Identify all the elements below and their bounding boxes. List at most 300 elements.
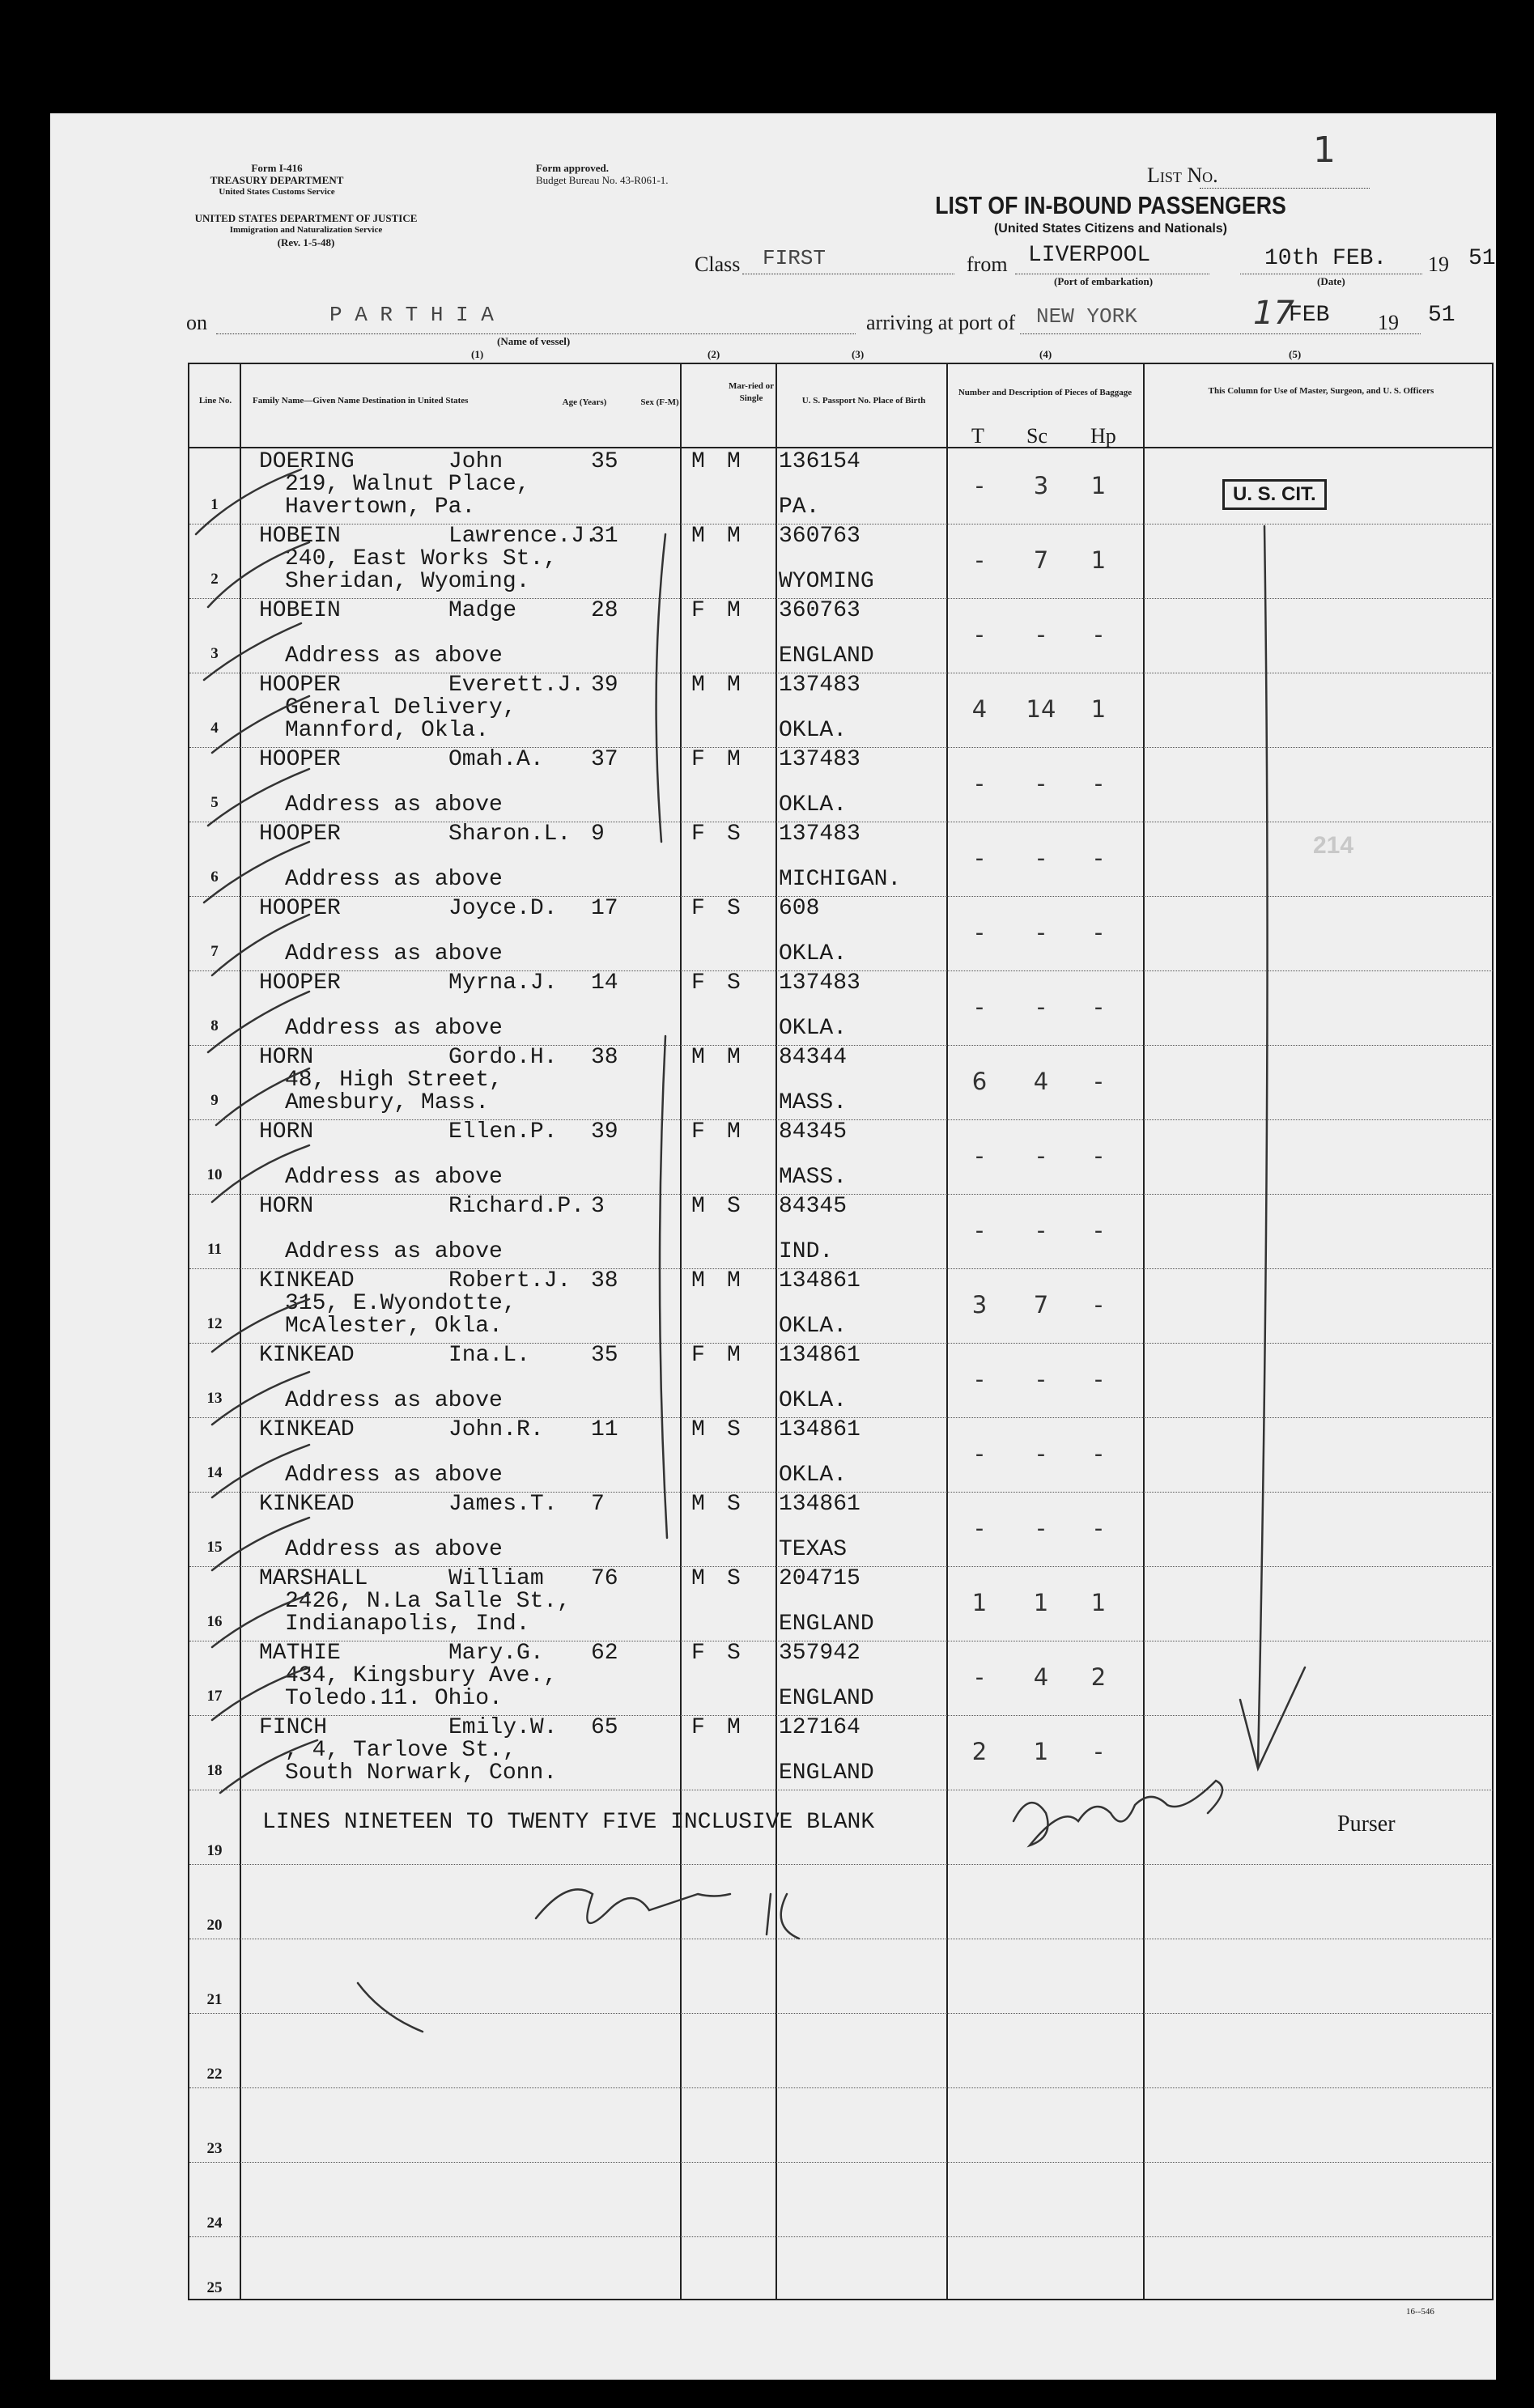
baggage-sc: -: [1036, 1142, 1046, 1170]
line-number: 13: [206, 1390, 223, 1407]
baggage-sc: 7: [1033, 1291, 1049, 1319]
given-name: John: [448, 449, 504, 474]
baggage-sc: -: [1036, 621, 1046, 648]
baggage-t: -: [975, 1142, 984, 1170]
address-line-1: 240, East Works St.,: [285, 546, 558, 571]
sex: M: [691, 1268, 705, 1293]
marital-status: M: [727, 747, 741, 772]
col-num-1: (1): [471, 348, 484, 360]
check-mark: [208, 769, 309, 826]
baggage-t: 4: [971, 695, 988, 723]
marital-status: M: [727, 449, 741, 474]
baggage-hp: -: [1094, 1514, 1103, 1542]
check-mark: [196, 469, 301, 534]
check-mark: [204, 623, 301, 680]
marital-status: S: [727, 1194, 741, 1219]
arrival-day: 17: [1253, 295, 1294, 332]
marital-status: S: [727, 1417, 741, 1442]
line-number: 4: [210, 720, 219, 737]
passport-number: 127164: [779, 1715, 860, 1740]
check-mark: [204, 842, 309, 902]
line-number: 12: [206, 1315, 223, 1332]
handwritten-marks: [50, 113, 1496, 2380]
marital-status: M: [727, 1045, 741, 1070]
check-mark: [212, 1445, 309, 1497]
address-line-1: 315, E.Wyondotte,: [285, 1291, 516, 1316]
birth-place: OKLA.: [779, 1463, 848, 1488]
address-line-1: 434, Kingsbury Ave.,: [285, 1663, 558, 1688]
address-line-2: Sheridan, Wyoming.: [285, 569, 530, 594]
passport-number: 137483: [779, 747, 860, 772]
given-name: Omah.A.: [448, 747, 544, 772]
embark-port: LIVERPOOL: [1028, 243, 1151, 268]
given-name: Ellen.P.: [448, 1119, 558, 1145]
age: 37: [591, 747, 618, 772]
col-num-3: (3): [852, 348, 865, 360]
sex: F: [691, 822, 705, 847]
check-mark: [208, 542, 309, 607]
baggage-t: 3: [971, 1291, 988, 1319]
passport-number: 134861: [779, 1343, 860, 1368]
line-number: 1: [210, 496, 219, 513]
baggage-t: -: [975, 546, 984, 574]
given-name: Sharon.L.: [448, 822, 572, 847]
marital-status: S: [727, 896, 741, 921]
sex: F: [691, 1641, 705, 1666]
line-number: 24: [206, 2215, 223, 2232]
family-name: DOERING: [259, 449, 355, 474]
line-number: 3: [210, 645, 219, 662]
marital-status: S: [727, 822, 741, 847]
given-name: Gordo.H.: [448, 1045, 558, 1070]
baggage-sc: 4: [1033, 1068, 1049, 1095]
marital-status: M: [727, 1343, 741, 1368]
address-line-2: Address as above: [285, 1165, 503, 1190]
sex: F: [691, 896, 705, 921]
arrow-line: [1258, 526, 1268, 1765]
baggage-t: 6: [971, 1068, 988, 1095]
marital-status: M: [727, 524, 741, 549]
baggage-hp: 1: [1090, 1589, 1107, 1616]
family-name: HORN: [259, 1045, 314, 1070]
header-officers: This Column for Use of Master, Surgeon, and U. S. Officers: [1208, 386, 1434, 396]
baggage-t: -: [975, 472, 984, 499]
passport-number: 134861: [779, 1417, 860, 1442]
family-name: MATHIE: [259, 1641, 341, 1666]
arrow-head: [1240, 1667, 1305, 1769]
address-line-2: Amesbury, Mass.: [285, 1090, 490, 1115]
birth-place: MICHIGAN.: [779, 867, 902, 892]
vessel-name: P A R T H I A: [329, 303, 494, 327]
initials: [536, 1889, 799, 1939]
purser-label: Purser: [1337, 1811, 1396, 1837]
address-line-2: Address as above: [285, 1537, 503, 1562]
given-name: Ina.L.: [448, 1343, 530, 1368]
arrival-year: 51: [1428, 303, 1455, 328]
baggage-sc: 4: [1033, 1663, 1049, 1691]
line-number: 22: [206, 2066, 223, 2083]
bag-t-label: T: [971, 424, 984, 448]
treasury-label: TREASURY DEPARTMENT: [210, 174, 344, 186]
sex: M: [691, 1492, 705, 1517]
address-line-2: Address as above: [285, 1239, 503, 1264]
line-number: 20: [206, 1917, 223, 1934]
birth-place: OKLA.: [779, 718, 848, 743]
family-name: HOBEIN: [259, 598, 341, 623]
given-name: Richard.P.: [448, 1194, 585, 1219]
given-name: Emily.W.: [448, 1715, 558, 1740]
family-name: HOBEIN: [259, 524, 341, 549]
birth-place: MASS.: [779, 1090, 848, 1115]
birth-place: IND.: [779, 1239, 834, 1264]
birth-place: OKLA.: [779, 1388, 848, 1413]
col-num-2: (2): [708, 348, 720, 360]
check-mark: [212, 1145, 309, 1202]
check-mark: [208, 992, 309, 1052]
sex: M: [691, 673, 705, 698]
line-number: 10: [206, 1166, 223, 1183]
from-label: from: [967, 253, 1008, 276]
marital-status: M: [727, 1119, 741, 1145]
baggage-t: -: [975, 993, 984, 1021]
sex: F: [691, 598, 705, 623]
marital-status: M: [727, 1715, 741, 1740]
baggage-hp: -: [1094, 1142, 1103, 1170]
line-number: 18: [206, 1762, 223, 1779]
baggage-t: -: [975, 621, 984, 648]
line-number: 5: [210, 794, 219, 811]
address-line-1: , 4, Tarlove St.,: [285, 1738, 516, 1763]
baggage-sc: 3: [1033, 472, 1049, 499]
passport-number: 137483: [779, 822, 860, 847]
family-name: HORN: [259, 1194, 314, 1219]
header-name: Family Name—Given Name Destination in United States: [253, 396, 469, 406]
col-num-5: (5): [1289, 348, 1302, 360]
age: 9: [591, 822, 605, 847]
birth-place: OKLA.: [779, 792, 848, 818]
baggage-hp: -: [1094, 993, 1103, 1021]
baggage-t: -: [975, 844, 984, 872]
signature: [1013, 1781, 1222, 1845]
baggage-sc: -: [1036, 1514, 1046, 1542]
address-line-2: South Norwark, Conn.: [285, 1760, 558, 1786]
bag-sc-label: Sc: [1026, 424, 1047, 448]
line-number: 15: [206, 1539, 223, 1556]
check-mark: [212, 1595, 309, 1647]
sex: M: [691, 449, 705, 474]
passport-number: 204715: [779, 1566, 860, 1591]
birth-place: OKLA.: [779, 941, 848, 966]
marital-status: M: [727, 673, 741, 698]
check-mark: [212, 915, 309, 975]
birth-place: ENGLAND: [779, 1686, 874, 1711]
address-line-2: Havertown, Pa.: [285, 495, 476, 520]
manifest-sheet: [50, 113, 1496, 2380]
age: 39: [591, 1119, 618, 1145]
year-prefix: 19: [1428, 253, 1449, 276]
bracket-stroke: [657, 534, 665, 842]
age: 76: [591, 1566, 618, 1591]
baggage-sc: 1: [1033, 1589, 1049, 1616]
check-mark: [212, 1372, 309, 1425]
rev-label: (Rev. 1-5-48): [277, 236, 335, 248]
sex: M: [691, 1566, 705, 1591]
baggage-sc: 7: [1033, 546, 1049, 574]
passport-number: 84345: [779, 1194, 848, 1219]
vessel-caption: (Name of vessel): [497, 335, 571, 347]
list-no-label: List No.: [1147, 164, 1218, 187]
age: 3: [591, 1194, 605, 1219]
arriving-label: arriving at port of: [866, 311, 1016, 334]
ins-label: Immigration and Naturalization Service: [229, 225, 383, 235]
marital-status: S: [727, 1641, 741, 1666]
bracket-stroke: [660, 1036, 667, 1538]
given-name: Lawrence.J.: [448, 524, 598, 549]
given-name: John.R.: [448, 1417, 544, 1442]
family-name: KINKEAD: [259, 1268, 355, 1293]
form-subtitle: (United States Citizens and Nationals): [993, 222, 1228, 236]
address-line-1: General Delivery,: [285, 695, 516, 720]
baggage-t: -: [975, 1514, 984, 1542]
address-line-2: Address as above: [285, 941, 503, 966]
address-line-1: 48, High Street,: [285, 1068, 503, 1093]
baggage-t: 1: [971, 1589, 988, 1616]
given-name: Joyce.D.: [448, 896, 558, 921]
passport-number: 360763: [779, 524, 860, 549]
given-name: William: [448, 1566, 544, 1591]
birth-place: PA.: [779, 495, 820, 520]
family-name: FINCH: [259, 1715, 328, 1740]
baggage-hp: 1: [1090, 472, 1107, 499]
birth-place: MASS.: [779, 1165, 848, 1190]
baggage-hp: 1: [1090, 695, 1107, 723]
family-name: HOOPER: [259, 747, 341, 772]
baggage-hp: -: [1094, 1068, 1103, 1095]
age: 28: [591, 598, 618, 623]
marital-status: M: [727, 1268, 741, 1293]
approved-label: Form approved.: [536, 162, 610, 174]
address-line-2: Address as above: [285, 1463, 503, 1488]
birth-place: WYOMING: [779, 569, 874, 594]
line-number: 11: [207, 1241, 222, 1258]
address-line-2: Indianapolis, Ind.: [285, 1612, 530, 1637]
baggage-t: -: [975, 1217, 984, 1244]
baggage-t: -: [975, 1365, 984, 1393]
class-label: Class: [695, 253, 741, 276]
birth-place: OKLA.: [779, 1016, 848, 1041]
line-number: 9: [210, 1092, 219, 1109]
sex: M: [691, 1417, 705, 1442]
age: 39: [591, 673, 618, 698]
age: 62: [591, 1641, 618, 1666]
check-mark: [212, 1667, 309, 1720]
address-line-2: Mannford, Okla.: [285, 718, 490, 743]
embark-date: 10th FEB.: [1264, 246, 1387, 271]
col-num-4: (4): [1039, 348, 1052, 360]
address-line-2: McAlester, Okla.: [285, 1314, 503, 1339]
baggage-sc: -: [1036, 1365, 1046, 1393]
embark-year: 51: [1468, 246, 1496, 271]
baggage-sc: -: [1036, 1440, 1046, 1467]
address-line-2: Address as above: [285, 792, 503, 818]
line-number: 16: [206, 1613, 223, 1630]
year2-prefix: 19: [1378, 311, 1399, 334]
age: 11: [591, 1417, 618, 1442]
line-number: 21: [206, 1991, 223, 2008]
header-married: Mar-ried or Single: [728, 381, 775, 403]
marital-status: M: [727, 598, 741, 623]
line-number: 2: [210, 571, 219, 588]
header-sex: Sex (F-M): [640, 397, 679, 407]
class-value: FIRST: [763, 246, 826, 270]
baggage-hp: -: [1094, 770, 1103, 797]
birth-place: ENGLAND: [779, 643, 874, 669]
family-name: HOOPER: [259, 822, 341, 847]
baggage-t: -: [975, 1440, 984, 1467]
given-name: Robert.J.: [448, 1268, 572, 1293]
baggage-hp: -: [1094, 1291, 1103, 1319]
address-line-2: Address as above: [285, 1388, 503, 1413]
baggage-t: -: [975, 770, 984, 797]
citizen-stamp: U. S. CIT.: [1222, 479, 1327, 510]
given-name: Everett.J.: [448, 673, 585, 698]
age: 65: [591, 1715, 618, 1740]
passport-number: 134861: [779, 1492, 860, 1517]
baggage-hp: 2: [1090, 1663, 1107, 1691]
baggage-hp: -: [1094, 844, 1103, 872]
baggage-hp: -: [1094, 1365, 1103, 1393]
family-name: HOOPER: [259, 970, 341, 996]
header-line-no: Line No.: [198, 396, 232, 406]
check-mark: [212, 1299, 309, 1352]
bag-hp-label: Hp: [1090, 424, 1116, 448]
address-line-1: 2426, N.La Salle St.,: [285, 1589, 571, 1614]
date-caption: (Date): [1317, 275, 1345, 287]
line-number: 14: [206, 1464, 223, 1481]
sex: F: [691, 1343, 705, 1368]
family-name: KINKEAD: [259, 1343, 355, 1368]
family-name: KINKEAD: [259, 1417, 355, 1442]
passport-number: 134861: [779, 1268, 860, 1293]
sex: F: [691, 747, 705, 772]
sex: F: [691, 1119, 705, 1145]
passport-number: 360763: [779, 598, 860, 623]
check-mark: [212, 696, 309, 753]
baggage-t: -: [975, 1663, 984, 1691]
family-name: HORN: [259, 1119, 314, 1145]
header-baggage: Number and Description of Pieces of Baggage: [958, 388, 1132, 397]
given-name: James.T.: [448, 1492, 558, 1517]
line-number: 19: [206, 1842, 223, 1859]
age: 35: [591, 449, 618, 474]
sex: F: [691, 970, 705, 996]
sex: F: [691, 1715, 705, 1740]
address-line-2: Toledo.11. Ohio.: [285, 1686, 503, 1711]
header-age: Age (Years): [562, 397, 607, 407]
sex: M: [691, 1194, 705, 1219]
budget-label: Budget Bureau No. 43-R061-1.: [536, 174, 669, 186]
baggage-sc: -: [1036, 919, 1046, 946]
form-title: LIST OF IN-BOUND PASSENGERS: [935, 191, 1286, 219]
check-mark: [216, 1068, 309, 1125]
passport-number: 84345: [779, 1119, 848, 1145]
baggage-sc: -: [1036, 844, 1046, 872]
baggage-sc: 1: [1033, 1738, 1049, 1765]
family-name: KINKEAD: [259, 1492, 355, 1517]
line-number: 6: [210, 868, 219, 885]
passport-number: 357942: [779, 1641, 860, 1666]
passport-number: 137483: [779, 673, 860, 698]
birth-place: OKLA.: [779, 1314, 848, 1339]
baggage-sc: 14: [1026, 695, 1056, 723]
customs-label: United States Customs Service: [219, 187, 335, 197]
line-number: 23: [206, 2140, 223, 2157]
line-number: 8: [210, 1017, 219, 1034]
marital-status: S: [727, 970, 741, 996]
baggage-hp: -: [1094, 1738, 1103, 1765]
check-mark: [212, 1518, 309, 1570]
baggage-hp: -: [1094, 1440, 1103, 1467]
check-mark: [220, 1740, 317, 1793]
line-number: 25: [206, 2279, 223, 2296]
baggage-sc: -: [1036, 993, 1046, 1021]
age: 38: [591, 1045, 618, 1070]
stray-mark: [358, 1983, 423, 2032]
passport-number: 137483: [779, 970, 860, 996]
baggage-t: -: [975, 919, 984, 946]
arrival-month: FEB: [1289, 303, 1330, 328]
family-name: HOOPER: [259, 896, 341, 921]
address-line-2: Address as above: [285, 867, 503, 892]
arrival-port: NEW YORK: [1036, 304, 1137, 329]
given-name: Mary.G.: [448, 1641, 544, 1666]
sex: M: [691, 1045, 705, 1070]
baggage-hp: 1: [1090, 546, 1107, 574]
age: 38: [591, 1268, 618, 1293]
age: 35: [591, 1343, 618, 1368]
age: 14: [591, 970, 618, 996]
header-passport: U. S. Passport No. Place of Birth: [801, 396, 926, 406]
baggage-hp: -: [1094, 1217, 1103, 1244]
passport-number: 608: [779, 896, 820, 921]
marital-status: S: [727, 1492, 741, 1517]
given-name: Myrna.J.: [448, 970, 558, 996]
line-number: 17: [206, 1688, 223, 1705]
sex: M: [691, 524, 705, 549]
birth-place: ENGLAND: [779, 1612, 874, 1637]
closing-note: LINES NINETEEN TO TWENTY FIVE INCLUSIVE BLANK: [262, 1810, 875, 1835]
birth-place: TEXAS: [779, 1537, 848, 1562]
age: 7: [591, 1492, 605, 1517]
passport-number: 84344: [779, 1045, 848, 1070]
form-code: 16--546: [1406, 2307, 1434, 2317]
family-name: HOOPER: [259, 673, 341, 698]
baggage-t: 2: [971, 1738, 988, 1765]
baggage-sc: -: [1036, 770, 1046, 797]
age: 17: [591, 896, 618, 921]
family-name: MARSHALL: [259, 1566, 368, 1591]
given-name: Madge: [448, 598, 517, 623]
form-number: Form I-416: [251, 162, 303, 174]
passport-number: 136154: [779, 449, 860, 474]
embark-caption: (Port of embarkation): [1054, 275, 1154, 287]
list-no-value: 1: [1313, 130, 1336, 171]
address-line-1: 219, Walnut Place,: [285, 472, 530, 497]
marital-status: S: [727, 1566, 741, 1591]
on-label: on: [186, 311, 207, 334]
age: 31: [591, 524, 618, 549]
baggage-hp: -: [1094, 621, 1103, 648]
